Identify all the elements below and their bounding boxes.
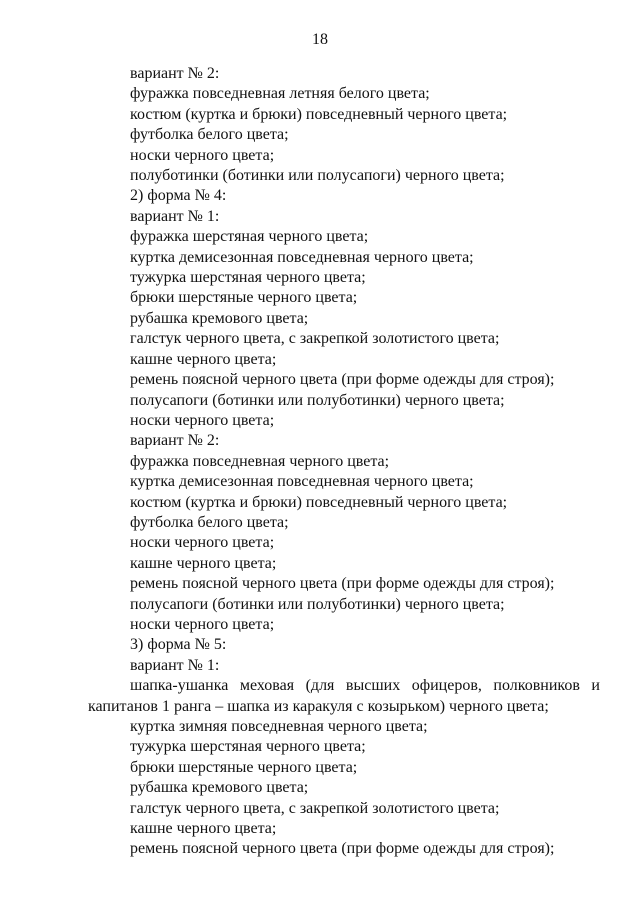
text-line: брюки шерстяные черного цвета; — [130, 758, 358, 776]
text-line: брюки шерстяные черного цвета; — [130, 289, 358, 307]
text-line: кашне черного цвета; — [130, 820, 277, 838]
text-line: куртка демисезонная повседневная черного цвета; — [130, 248, 474, 266]
section-heading: 2) форма № 4: — [130, 187, 227, 205]
text-line: рубашка кремового цвета; — [130, 779, 309, 797]
text-line: носки черного цвета; — [130, 534, 275, 552]
text-line: полусапоги (ботинки или полуботинки) черного цвета; — [130, 595, 505, 613]
text-line: ремень поясной черного цвета (при форме одежды для строя); — [130, 840, 555, 858]
text-line: кашне черного цвета; — [130, 350, 277, 368]
document-body — [88, 64, 600, 860]
text-line: футболка белого цвета; — [130, 513, 289, 531]
text-line: носки черного цвета; — [130, 615, 275, 633]
text-line: костюм (куртка и брюки) повседневный черного цвета; — [130, 493, 508, 511]
text-line: полусапоги (ботинки или полуботинки) черного цвета; — [130, 391, 505, 409]
text-line: футболка белого цвета; — [130, 126, 289, 144]
text-line: носки черного цвета; — [130, 411, 275, 429]
text-line: полуботинки (ботинки или полусапоги) черного цвета; — [130, 167, 505, 185]
text-line: фуражка повседневная летняя белого цвета; — [130, 85, 430, 103]
page-number: 18 — [312, 31, 328, 48]
text-line: ремень поясной черного цвета (при форме одежды для строя); — [130, 371, 555, 389]
text-line: тужурка шерстяная черного цвета; — [130, 269, 366, 287]
text-line: тужурка шерстяная черного цвета; — [130, 738, 366, 756]
text-line: кашне черного цвета; — [130, 554, 277, 572]
text-line: галстук черного цвета, с закрепкой золотистого цвета; — [130, 330, 500, 348]
text-line: фуражка повседневная черного цвета; — [130, 452, 390, 470]
text-line: куртка зимняя повседневная черного цвета; — [130, 718, 428, 735]
text-line: костюм (куртка и брюки) повседневный черного цвета; — [130, 105, 508, 123]
text-line: вариант № 2: — [130, 432, 220, 450]
text-line: галстук черного цвета, с закрепкой золотистого цвета; — [130, 799, 500, 817]
text-line: носки черного цвета; — [130, 146, 275, 164]
text-line: вариант № 1: — [130, 207, 220, 225]
section-heading: 3) форма № 5: — [130, 636, 227, 654]
text-line: вариант № 1: — [130, 656, 220, 674]
text-line: ремень поясной черного цвета (при форме одежды для строя); — [130, 575, 555, 593]
text-line: вариант № 2: — [130, 65, 220, 82]
wrapped-paragraph: шапка-ушанка меховая (для высших офицеров, полковников и капитанов 1 ранга – шапка из каракуля с козырьком) черного цвета; — [88, 677, 600, 715]
text-line: куртка демисезонная повседневная черного цвета; — [130, 473, 474, 491]
text-line: фуражка шерстяная черного цвета; — [130, 228, 369, 246]
text-line: рубашка кремового цвета; — [130, 309, 309, 327]
